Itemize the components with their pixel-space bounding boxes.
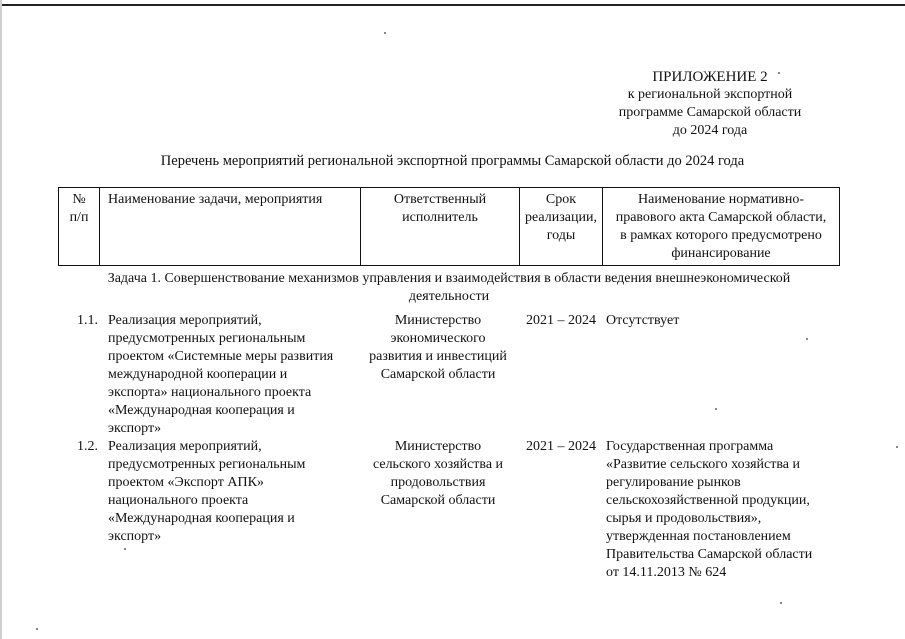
appendix-line-1: к региональной экспортной	[627, 87, 793, 102]
scan-speck	[715, 408, 717, 410]
row-term: 2021 – 2024	[526, 439, 596, 454]
header-executor: Ответственный исполнитель	[361, 188, 520, 266]
scan-speck	[778, 72, 780, 74]
row-term: 2021 – 2024	[526, 313, 596, 328]
appendix-line-2: программе Самарской области	[618, 105, 802, 120]
scan-speck	[384, 32, 386, 34]
row-activity-name: Реализация мероприятий, предусмотренных региональным проектом «Экспорт АПК» национального проекта «Международная кооперация и экспорт»	[108, 439, 306, 544]
table-header	[58, 187, 840, 266]
header-number: № п/п	[59, 188, 100, 266]
scan-speck	[780, 602, 782, 604]
appendix-block	[580, 68, 840, 140]
appendix-line-3: до 2024 года	[672, 123, 748, 138]
header-legal-act: Наименование нормативно- правового акта Самарской области, в рамках которого предусмотрено финансирование	[603, 188, 840, 266]
row-number: 1.1.	[77, 313, 98, 328]
scan-edge-left	[0, 0, 2, 639]
task-heading: Задача 1. Совершенствование механизмов управления и взаимодействия в области ведения внешнеэкономической деятельности	[107, 271, 791, 304]
header-task-name: Наименование задачи, мероприятия	[100, 188, 361, 266]
scan-speck	[896, 446, 898, 448]
row-executor: Министерство сельского хозяйства и продовольствия Самарской области	[372, 439, 504, 508]
row-legal-act: Отсутствует	[606, 313, 680, 328]
row-number: 1.2.	[77, 439, 98, 454]
scan-speck	[124, 548, 126, 550]
scan-edge-top	[0, 4, 905, 6]
appendix-heading: ПРИЛОЖЕНИЕ 2	[652, 69, 768, 85]
scan-speck	[806, 338, 808, 340]
header-term: Срок реализации, годы	[520, 188, 603, 266]
row-activity-name: Реализация мероприятий, предусмотренных региональным проектом «Системные меры развития международной кооперации и экспорта» национального проекта «Международная кооперация и экспорт»	[108, 313, 334, 436]
document-title: Перечень мероприятий региональной экспортной программы Самарской области до 2024 года	[160, 153, 745, 169]
row-executor: Министерство экономического развития и инвестиций Самарской области	[369, 313, 507, 382]
row-legal-act: Государственная программа «Развитие сельского хозяйства и регулирование рынков сельскохозяйственной продукции, сырья и продовольствия», утвержденная постановлением Правительства Самарской области от 14.11.2013 № 624	[606, 439, 813, 580]
scan-speck	[36, 628, 38, 630]
